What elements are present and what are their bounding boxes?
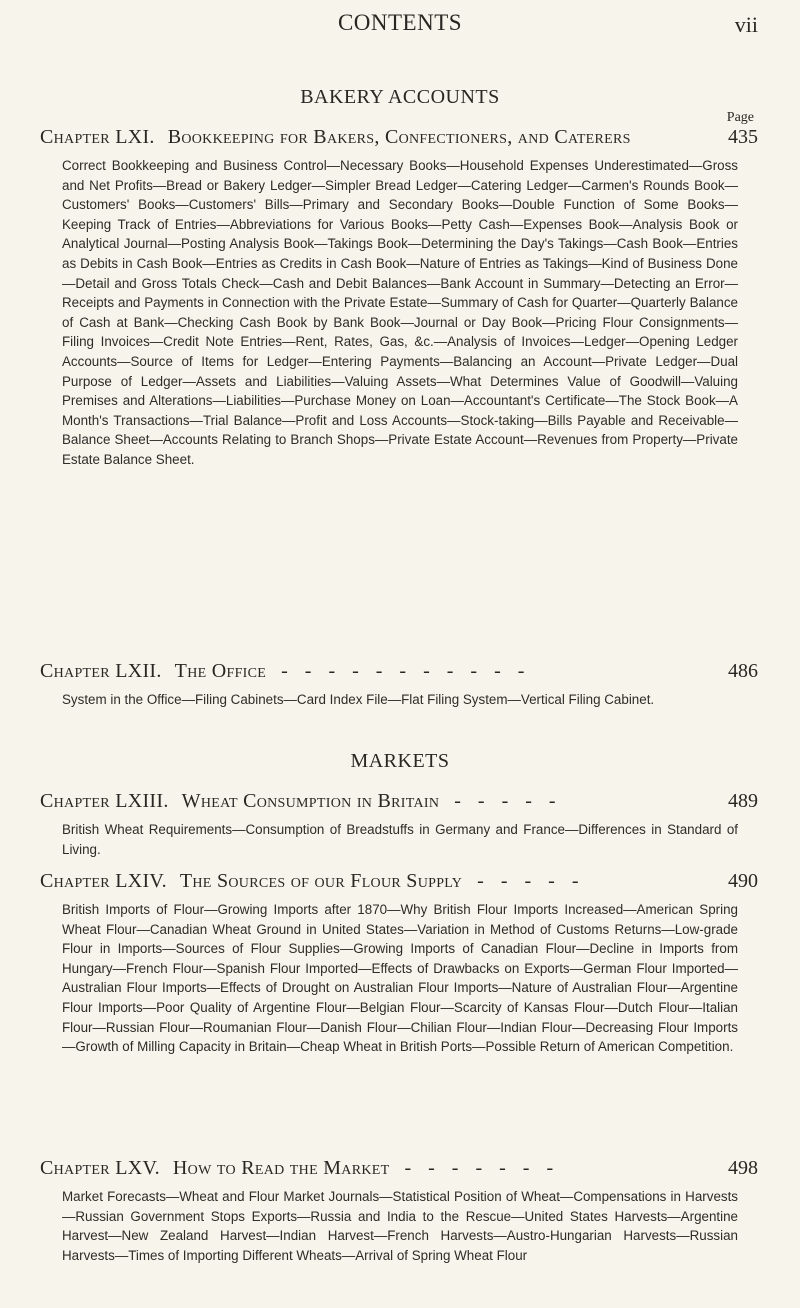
- leader-dashes: - - - - - - - - - - -: [281, 660, 531, 682]
- chapter-page-number: 486: [728, 660, 758, 682]
- chapter-page-number: 490: [728, 870, 758, 892]
- chapter-label: Chapter LXV.: [40, 1157, 160, 1179]
- chapter-page-number: 435: [728, 126, 758, 148]
- chapter-heading-line: [40, 660, 758, 686]
- chapter-entry-lxii: [40, 660, 758, 710]
- running-head: [0, 10, 800, 46]
- chapter-summary: Market Forecasts—Wheat and Flour Market Journals—Statistical Position of Wheat—Compensations in Harvests—Russian Government Stops Exports—Russia and India to the Rescue—United States Harvests—Argentine Harvest—New Zealand Harvest—Indian Harvest—French Harvests—Austro-Hungarian Harvests—Russian Harvests—Times of Importing Different Wheats—Arrival of Spring Wheat Flour: [62, 1189, 738, 1263]
- leader-dashes: - - - - -: [454, 790, 562, 812]
- chapter-title: The Office: [174, 660, 267, 682]
- section-heading-bakery-accounts: BAKERY ACCOUNTS: [300, 86, 500, 108]
- chapter-title: Wheat Consumption in Britain: [181, 790, 440, 812]
- chapter-heading-line: [40, 1157, 758, 1183]
- page-column-label: Page: [726, 110, 754, 125]
- leader-dashes: - - - - -: [477, 870, 585, 892]
- chapter-summary: System in the Office—Filing Cabinets—Card Index File—Flat Filing System—Vertical Filing Cabinet.: [62, 692, 655, 707]
- chapter-entry-lxv: [40, 1157, 758, 1265]
- chapter-summary: Correct Bookkeeping and Business Control—Necessary Books—Household Expenses Underestimated—Gross and Net Profits—Bread or Bakery Ledger—Simpler Bread Ledger—Catering Ledger—Carmen's Rounds Book—Customers' Books—Customers' Bills—Primary and Secondary Books—Double Function of Some Books—Keeping Track of Entries—Abbreviations for Various Books—Petty Cash—Expenses Book—Analysis Book or Analytical Journal—Posting Analysis Book—Takings Book—Determining the Day's Takings—Cash Book—Entries as Debits in Cash Book—Entries as Credits in Cash Book—Nature of Entries as Takings—Kind of Business Done—Detail and Gross Totals Check—Cash and Debit Balances—Bank Account in Summary—Detecting an Error—Receipts and Payments in Connection with the Private Estate—Summary of Cash for Quarter—Quarterly Balance of Cash at Bank—Checking Cash Book by Bank Book—Journal or Day Book—Pricing Flour Consignments—Filing Invoices—Credit Note Entries—Rent, Rates, Gas, &c.—Analysis of Invoices—Ledger—Opening Ledger Accounts—Source of Items for Ledger—Entering Payments—Balancing an Account—Private Ledger—Dual Purpose of Ledger—Assets and Liabilities—Valuing Assets—What Determines Value of Goodwill—Valuing Premises and Alterations—Liabilities—Purchase Money on Loan—Accountant's Certificate—The Stock Book—A Month's Transactions—Trial Balance—Profit and Loss Accounts—Stock-taking—Bills Payable and Receivable—Balance Sheet—Accounts Relating to Branch Shops—Private Estate Account—Revenues from Property—Private Estate Balance Sheet.: [62, 158, 738, 467]
- chapter-page-number: 489: [728, 790, 758, 812]
- chapter-summary: British Imports of Flour—Growing Imports after 1870—Why British Flour Imports Increased—American Spring Wheat Flour—Canadian Wheat Ground in United States—Variation in Method of Customs Returns—Low-grade Flour in Imports—Sources of Flour Supplies—Growing Imports of Canadian Flour—Decline in Imports from Hungary—French Flour—Spanish Flour Imported—Effects of Drawbacks on Exports—German Flour Imported—Australian Flour Imports—Effects of Drought on Australian Flour Imports—Nature of Australian Flour—Argentine Flour Imports—Poor Quality of Argentine Flour—Belgian Flour—Scarcity of Kansas Flour—Dutch Flour—Italian Flour—Russian Flour—Roumanian Flour—Danish Flour—Chilian Flour—Indian Flour—Decreasing Flour Imports—Growth of Milling Capacity in Britain—Cheap Wheat in British Ports—Possible Return of American Competition.: [62, 902, 738, 1055]
- leader-dashes: - - - - - - -: [404, 1157, 560, 1179]
- section-heading-markets: MARKETS: [350, 750, 450, 772]
- chapter-entry-lxi: [40, 126, 758, 470]
- running-head-title: CONTENTS: [337, 10, 463, 35]
- chapter-entry-lxiv: [40, 870, 758, 1057]
- chapter-title: How to Read the Market: [172, 1157, 390, 1179]
- running-head-page-number: vii: [734, 12, 758, 37]
- chapter-label: Chapter LXI.: [40, 126, 155, 148]
- chapter-label: Chapter LXIV.: [40, 870, 167, 892]
- chapter-heading-line: [40, 790, 758, 816]
- chapter-title: The Sources of our Flour Supply: [179, 870, 463, 892]
- chapter-summary: British Wheat Requirements—Consumption of Breadstuffs in Germany and France—Differences in Standard of Living.: [62, 822, 738, 857]
- chapter-page-number: 498: [728, 1157, 758, 1179]
- chapter-label: Chapter LXIII.: [40, 790, 169, 812]
- chapter-heading-line: [40, 870, 758, 896]
- chapter-heading-line: [40, 126, 758, 152]
- chapter-label: Chapter LXII.: [40, 660, 162, 682]
- chapter-title: Bookkeeping for Bakers, Confectioners, and Caterers: [167, 126, 631, 148]
- chapter-entry-lxiii: [40, 790, 758, 859]
